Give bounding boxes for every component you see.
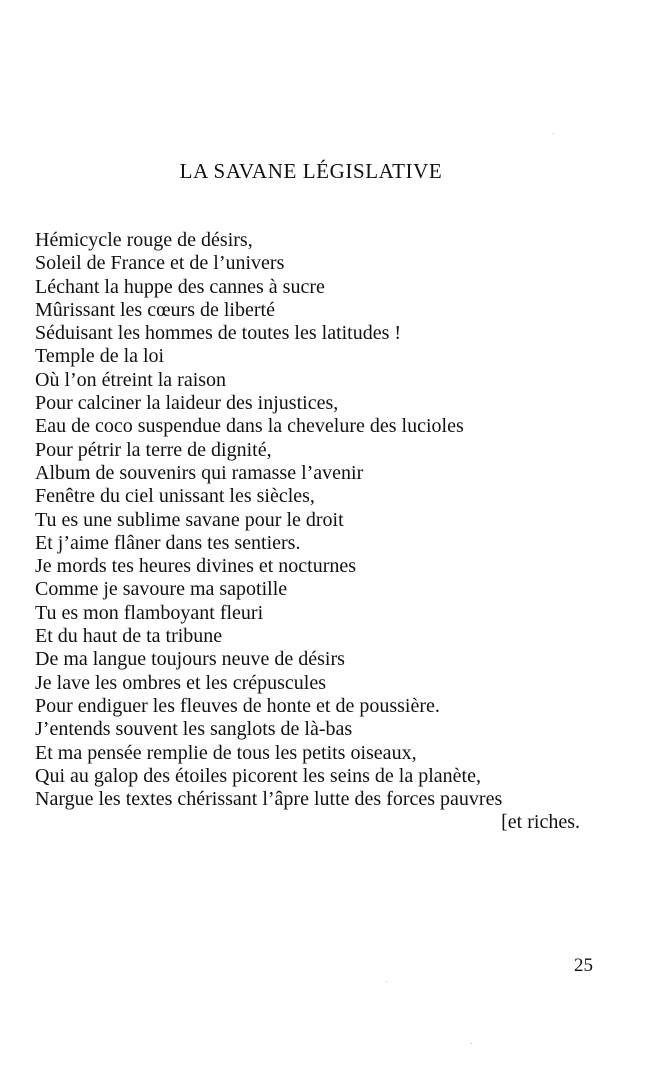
poem-line: Comme je savoure ma sapotille — [35, 578, 288, 601]
poem-line: J’entends souvent les sanglots de là-bas — [35, 718, 353, 741]
poem-line: Léchant la huppe des cannes à sucre — [35, 275, 325, 298]
scan-speck — [553, 133, 554, 134]
poem-line: Pour endiguer les fleuves de honte et de poussière. — [35, 694, 440, 717]
scan-speck — [386, 981, 387, 982]
poem-body — [35, 229, 580, 835]
poem-line: Fenêtre du ciel unissant les siècles, — [35, 485, 315, 508]
poem-line: De ma langue toujours neuve de désirs — [35, 648, 345, 671]
poem-line: Temple de la loi — [35, 345, 165, 368]
poem-line: Hémicycle rouge de désirs, — [35, 229, 253, 251]
poem-line-continuation: [et riches. — [501, 811, 580, 834]
scan-speck — [471, 1043, 472, 1044]
poem-line: Tu es mon flamboyant fleuri — [35, 601, 264, 624]
poem-line: Où l’on étreint la raison — [35, 368, 227, 391]
poem-line: Pour pétrir la terre de dignité, — [35, 438, 272, 461]
poem-line: Album de souvenirs qui ramasse l’avenir — [35, 461, 364, 484]
poem-line: Soleil de France et de l’univers — [35, 252, 285, 275]
poem-line: Je mords tes heures divines et nocturnes — [35, 555, 357, 578]
poem-line: Mûrissant les cœurs de liberté — [35, 298, 275, 321]
poem-line: Nargue les textes chérissant l’âpre lutte des forces pauvres — [35, 788, 503, 811]
poem-line: Qui au galop des étoiles picorent les seins de la planète, — [35, 764, 481, 787]
poem-line: Pour calciner la laideur des injustices, — [35, 392, 339, 415]
page-number: 25 — [574, 955, 593, 976]
poem-line: Et ma pensée remplie de tous les petits oiseaux, — [35, 741, 417, 764]
poem-line: Tu es une sublime savane pour le droit — [35, 508, 344, 531]
poem-line: Je lave les ombres et les crépuscules — [35, 671, 327, 694]
poem-line: Et j’aime flâner dans tes sentiers. — [35, 531, 301, 554]
poem-title — [0, 159, 650, 184]
poem-line: Eau de coco suspendue dans la chevelure des lucioles — [35, 415, 464, 438]
poem-line: Séduisant les hommes de toutes les latitudes ! — [35, 322, 402, 345]
poem-line: Et du haut de ta tribune — [35, 625, 223, 648]
poem-title-text: LA SAVANE LÉGISLATIVE — [179, 159, 443, 183]
